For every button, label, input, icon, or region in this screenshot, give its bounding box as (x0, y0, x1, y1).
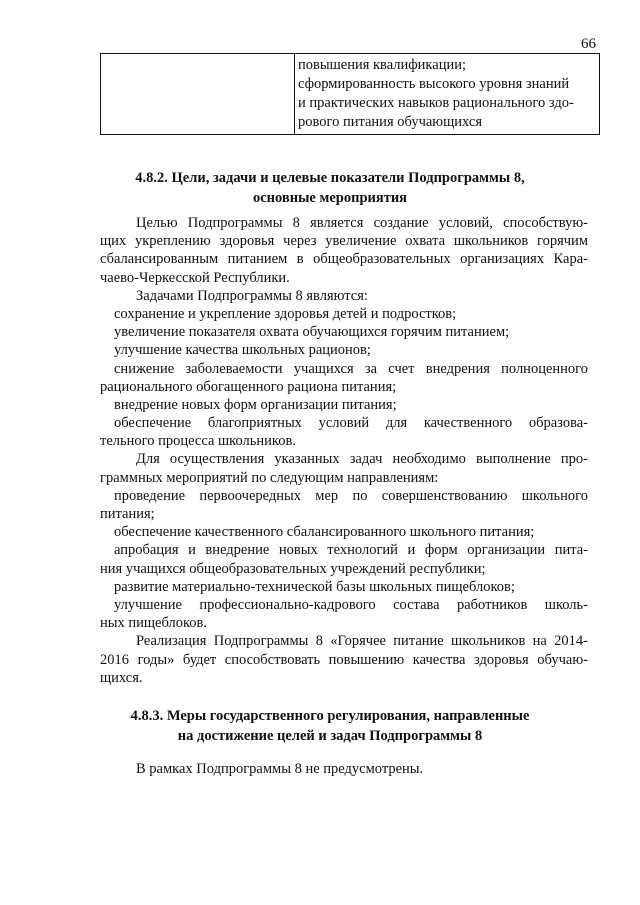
table-right-cell (298, 56, 595, 132)
heading-line: 4.8.2. Цели, задачи и целевые показатели Подпрограммы 8, (135, 170, 525, 186)
table-left-cell (101, 54, 295, 134)
list-item: апробация и внедрение новых технологий и форм организации пита- (114, 542, 588, 559)
list-item: снижение заболеваемости учащихся за счет внедрения полноценного (114, 360, 588, 377)
heading-line: основные мероприятия (252, 190, 408, 206)
heading-line: 4.8.3. Меры государственного регулирования, направленные (130, 708, 530, 724)
list-item: обеспечение благоприятных условий для качественного образова- (114, 415, 588, 432)
page-number: 66 (581, 36, 596, 52)
section-body-4-8-3 (100, 760, 588, 778)
paragraph-line: Целью Подпрограммы 8 является создание условий, способствую- (136, 215, 588, 231)
list-item: увеличение показателя охвата обучающихся горячим питанием; (114, 324, 510, 341)
list-item-continued: рационального обогащенного рациона питания; (100, 378, 397, 395)
heading-line: на достижение целей и задач Подпрограммы 8 (177, 728, 483, 744)
paragraph-line: щихся. (100, 669, 143, 686)
list-item: улучшение качества школьных рационов; (114, 342, 371, 359)
paragraph-line: 2016 годы» будет способствовать повышению качества здоровья обучаю- (100, 651, 588, 668)
paragraph-line: граммных мероприятий по следующим направлениям: (100, 469, 439, 486)
list-item: обеспечение качественного сбалансированного школьного питания; (114, 524, 535, 541)
paragraph-line: В рамках Подпрограммы 8 не предусмотрены. (136, 761, 424, 777)
paragraph-line: Реализация Подпрограммы 8 «Горячее питание школьников на 2014- (136, 633, 588, 650)
list-item-continued: ния учащихся общеобразовательных учреждений республики; (100, 560, 486, 577)
list-item: сохранение и укрепление здоровья детей и подростков; (114, 305, 457, 322)
list-item: внедрение новых форм организации питания; (114, 396, 397, 413)
section-body-4-8-2 (100, 214, 588, 687)
continuation-table (100, 53, 600, 135)
table-cell-line: сформированность высокого уровня знаний (298, 76, 570, 92)
paragraph-line: Для осуществления указанных задач необходимо выполнение про- (136, 451, 588, 468)
paragraph-line: Задачами Подпрограммы 8 являются: (136, 287, 368, 304)
list-item-continued: тельного процесса школьников. (100, 433, 296, 450)
paragraph-line: сбалансированным питанием в общеобразовательных организациях Кара- (100, 251, 588, 268)
section-heading-4-8-3 (60, 706, 600, 746)
section-heading-4-8-2 (60, 168, 600, 208)
table-cell-line: рового питания обучающихся (298, 114, 482, 130)
list-item: улучшение профессионально-кадрового состава работников школь- (114, 596, 588, 613)
paragraph-line: чаево-Черкесской Республики. (100, 269, 290, 286)
list-item-continued: питания; (100, 506, 155, 522)
list-item-continued: ных пищеблоков. (100, 615, 208, 632)
paragraph-line: щих укреплению здоровья через увеличение охвата школьников горячим (100, 233, 588, 250)
list-item: проведение первоочередных мер по совершенствованию школьного (114, 487, 588, 504)
table-cell-line: повышения квалификации; (298, 57, 466, 73)
list-item: развитие материально-технической базы школьных пищеблоков; (114, 578, 515, 595)
table-cell-line: и практических навыков рационального здо- (298, 95, 574, 111)
